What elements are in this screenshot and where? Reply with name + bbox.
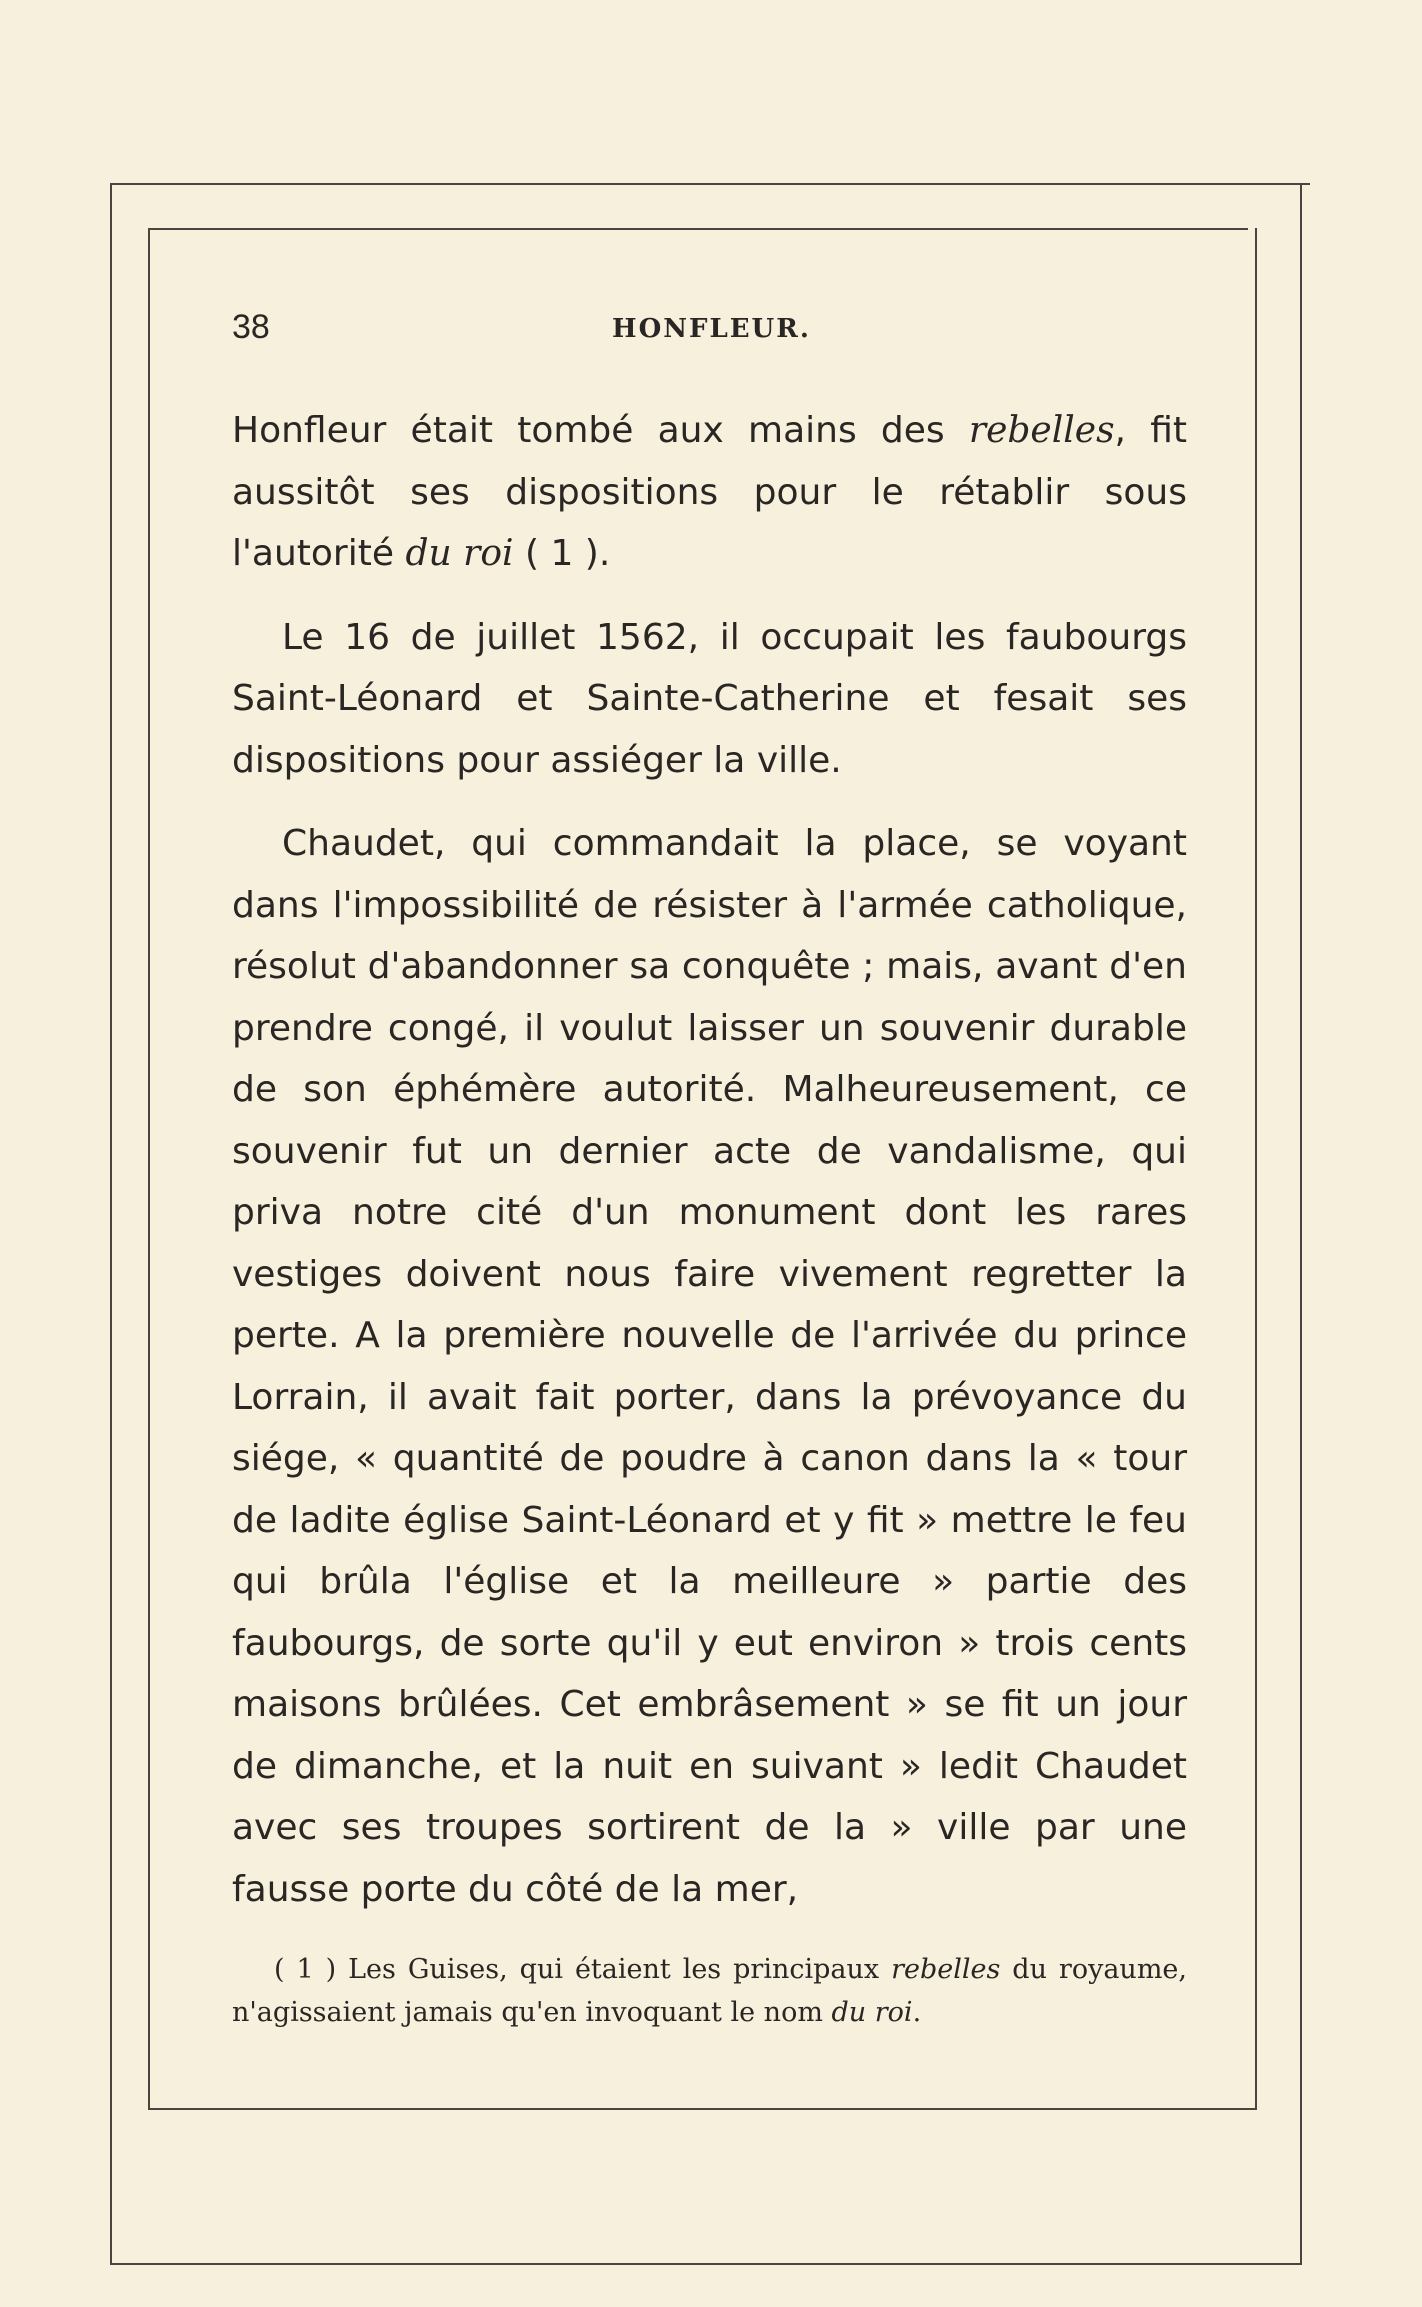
paragraph-1-text-c: ( 1 ).: [513, 533, 611, 574]
frame-right-outer: [1300, 183, 1302, 2263]
paragraph-1-italic-b: du roi: [405, 533, 514, 574]
frame-left-inner: [148, 228, 150, 2108]
footnote-text-b: du royaume, n'agissaient jamais qu'en invoquant le nom: [232, 1954, 1187, 2028]
frame-bottom-inner: [148, 2108, 1257, 2110]
body-text: [232, 400, 1187, 1920]
frame-bottom-outer: [110, 2263, 1302, 2265]
paragraph-3: Chaudet, qui commandait la place, se voyant dans l'impossibilité de résister à l'armée catholique, résolut d'abandonner sa conquête ; mais, avant d'en prendre congé, il voulut laisser un souvenir durable de son éphémère autorité. Malheureusement, ce souvenir fut un dernier acte de vandalisme, qui priva notre cité d'un monument dont les rares vestiges doivent nous faire vivement regretter la perte. A la première nouvelle de l'arrivée du prince Lorrain, il avait fait porter, dans la prévoyance du siége, « quantité de poudre à canon dans la « tour de ladite église Saint-Léonard et y fit » mettre le feu qui brûla l'église et la meilleure » partie des faubourgs, de sorte qu'il y eut environ » trois cents maisons brûlées. Cet embrâsement » se fit un jour de dimanche, et la nuit en suivant » ledit Chaudet avec ses troupes sortirent de la » ville par une fausse porte du côté de la mer,: [232, 823, 1187, 1910]
book-page: [232, 300, 1187, 2034]
footnote-italic-a: rebelles: [891, 1954, 1001, 1985]
frame-top-outer: [110, 183, 1310, 185]
footnote-text-a: ( 1 ) Les Guises, qui étaient les principaux: [274, 1954, 892, 1985]
paragraph-1: [232, 400, 1187, 585]
footnote-text-c: .: [912, 1997, 922, 2028]
paragraph-1-text-b: , fit aussitôt ses dispositions pour le rétablir sous l'autorité: [232, 410, 1187, 574]
paragraph-1-text-a: Honfleur était tombé aux mains des: [232, 410, 969, 451]
footnote: [232, 1948, 1187, 2034]
frame-top-inner: [148, 228, 1248, 230]
frame-left-outer: [110, 183, 112, 2263]
paragraph-1-italic-a: rebelles: [968, 410, 1115, 451]
frame-right-inner: [1255, 228, 1257, 2108]
footnote-italic-b: du roi: [831, 1997, 913, 2028]
running-title: HONFLEUR.: [612, 314, 811, 344]
paragraph-2: Le 16 de juillet 1562, il occupait les faubourgs Saint-Léonard et Sainte-Catherine et fesait ses dispositions pour assiéger la ville.: [232, 616, 1187, 781]
page-header: [232, 300, 1187, 360]
page-number: 38: [232, 308, 270, 346]
